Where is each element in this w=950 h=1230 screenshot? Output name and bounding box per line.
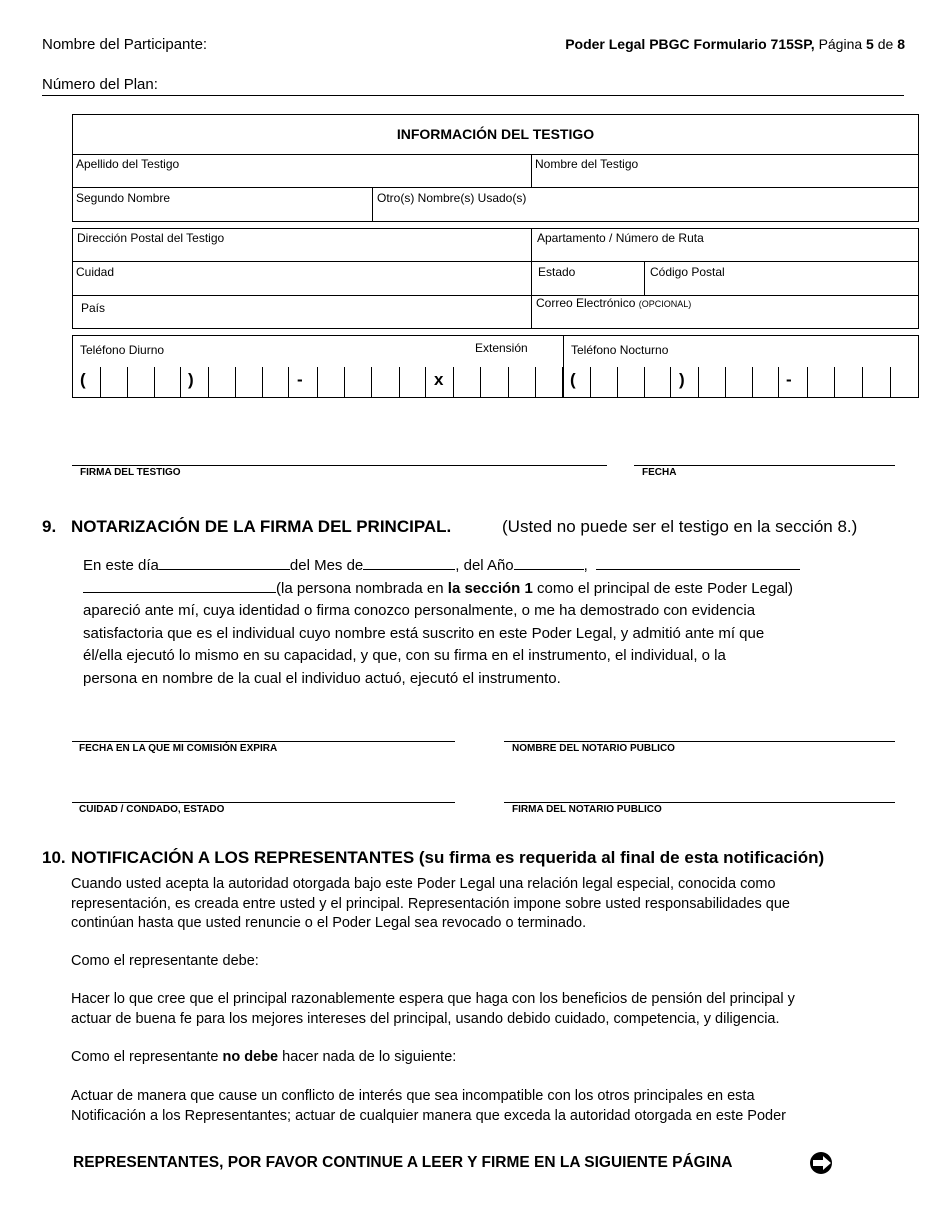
witness-city-field[interactable]: Cuidad xyxy=(76,265,115,279)
witness-date-label: FECHA xyxy=(642,467,677,478)
page-total: 8 xyxy=(897,36,905,52)
commission-expiry-line[interactable] xyxy=(72,741,455,742)
witness-state-field[interactable]: Estado xyxy=(538,265,576,279)
year-text: , del Año xyxy=(455,557,514,574)
witness-last-name-field[interactable]: Apellido del Testigo xyxy=(76,157,180,171)
participant-name-label: Nombre del Participante: xyxy=(42,36,208,53)
witness-signature-line[interactable] xyxy=(72,465,607,466)
commission-expiry-label: FECHA EN LA QUE MI COMISIÓN EXPIRA xyxy=(79,743,278,754)
continue-notice: REPRESENTANTES, POR FAVOR CONTINUE A LEER Y FIRME EN LA SIGUIENTE PÁGINA xyxy=(73,1154,733,1171)
notary-name-line[interactable] xyxy=(504,741,895,742)
notary-name-label: NOMBRE DEL NOTARIO PUBLICO xyxy=(512,743,675,754)
date-comma: , xyxy=(583,557,588,574)
line2-a: (la persona nombrada en xyxy=(276,580,444,597)
arrow-right-icon xyxy=(809,1151,835,1175)
line2-b: como el principal de este Poder Legal) xyxy=(537,580,793,597)
witness-other-names-field[interactable]: Otro(s) Nombre(s) Usado(s) xyxy=(377,191,527,205)
witness-section-title: INFORMACIÓN DEL TESTIGO xyxy=(396,126,595,142)
notary-text-line-4: satisfactoria que es el individual cuyo nombre está suscrito en este Poder Legal, y admitió ante mí que xyxy=(83,625,765,642)
section-10-number: 10. xyxy=(42,848,66,867)
witness-signature-label: FIRMA DEL TESTIGO xyxy=(80,467,181,478)
day-phone-prefix[interactable] xyxy=(208,367,289,398)
section-9-title: NOTARIZACIÓN DE LA FIRMA DEL PRINCIPAL. xyxy=(71,517,452,536)
day-phone-paren-close: ) xyxy=(188,370,194,389)
plan-number-label: Número del Plan: xyxy=(42,76,158,93)
month-text: del Mes de xyxy=(289,557,364,574)
witness-first-name-field[interactable]: Nombre del Testigo xyxy=(535,157,639,171)
principal-name-blank-1[interactable] xyxy=(596,555,800,570)
section-10-paragraph-3: Hacer lo que cree que el principal razonablemente espera que haga con los beneficios de pensión del principal y actuar de buena fe para los mejores intereses del principal, usando debido cuidado, competencia, y diligencia. xyxy=(71,991,795,1027)
section-10-paragraph-4: Como el representante no debe hacer nada de lo siguiente: xyxy=(71,1049,457,1065)
form-title: Poder Legal PBGC Formulario 715SP, xyxy=(565,36,815,52)
section-10-paragraph-2: Como el representante debe: xyxy=(71,953,259,969)
section-9-subtitle: (Usted no puede ser el testigo en la sección 8.) xyxy=(502,517,858,536)
day-phone-dash: - xyxy=(297,370,303,389)
email-label: Correo Electrónico xyxy=(536,296,636,310)
section-10-paragraph-5: Actuar de manera que cause un conflicto de interés que sea incompatible con los otros principales en esta Notificación a los Representantes; actuar de cualquier manera que exceda la autoridad otorgada en este Poder xyxy=(71,1088,786,1124)
night-phone-paren-close: ) xyxy=(679,370,685,389)
extension-label: Extensión xyxy=(475,341,528,355)
section-10-paragraph-1: Cuando usted acepta la autoridad otorgada bajo este Poder Legal una relación legal especial, conocida como representación, es creada entre usted y el principal. Representación impone sobre usted responsabilidades que continúan hasta que usted renuncie o el Poder Legal sea revocado o terminado. xyxy=(71,876,790,931)
day-phone-paren-open: ( xyxy=(80,370,86,389)
extension-x: x xyxy=(434,370,444,389)
page-word: Página xyxy=(818,36,863,52)
night-phone-paren-open: ( xyxy=(570,370,576,389)
email-optional-note: (OPCIONAL) xyxy=(638,299,692,309)
section-9-number: 9. xyxy=(42,517,57,536)
witness-mailing-address-field[interactable]: Dirección Postal del Testigo xyxy=(77,231,225,245)
night-phone-label: Teléfono Nocturno xyxy=(571,343,669,357)
notary-date-line xyxy=(83,555,800,578)
night-phone-dash: - xyxy=(786,370,792,389)
notary-text-line-5: él/ella ejecutó lo mismo en su capacidad, y que, con su firma en el instrumento, el individual, o la xyxy=(83,647,726,664)
page-of: de xyxy=(877,36,894,52)
witness-zip-field[interactable]: Código Postal xyxy=(650,265,725,279)
year-blank[interactable] xyxy=(514,555,584,570)
night-phone-prefix[interactable] xyxy=(698,367,779,398)
line2-bold: la sección 1 xyxy=(447,580,533,597)
month-blank[interactable] xyxy=(363,555,455,570)
notary-text-line-3: apareció ante mí, cuya identidad o firma conozco personalmente, o me ha demostrado con evidencia xyxy=(83,602,756,619)
page-current: 5 xyxy=(866,36,874,52)
notary-text-line-2 xyxy=(83,578,793,601)
witness-date-line[interactable] xyxy=(634,465,895,466)
day-text: En este día xyxy=(83,557,159,574)
section-10-title: NOTIFICACIÓN A LOS REPRESENTANTES (su firma es requerida al final de esta notificación) xyxy=(71,848,825,867)
notary-signature-line[interactable] xyxy=(504,802,895,803)
notary-text-line-6: persona en nombre de la cual el individuo actuó, ejecutó el instrumento. xyxy=(83,670,561,687)
day-phone-label: Teléfono Diurno xyxy=(80,343,165,357)
witness-apt-route-field[interactable]: Apartamento / Número de Ruta xyxy=(537,231,704,245)
night-phone-line[interactable] xyxy=(807,367,919,398)
witness-country-field[interactable]: País xyxy=(81,301,106,315)
principal-name-blank-2[interactable] xyxy=(83,578,276,593)
witness-middle-name-field[interactable]: Segundo Nombre xyxy=(76,191,171,205)
form-page-indicator xyxy=(565,36,905,52)
notary-signature-label: FIRMA DEL NOTARIO PUBLICO xyxy=(512,804,662,815)
day-phone-area-code[interactable] xyxy=(100,367,181,398)
city-county-state-label: CUIDAD / CONDADO, ESTADO xyxy=(79,804,225,815)
day-blank[interactable] xyxy=(159,555,290,570)
night-phone-area-code[interactable] xyxy=(590,367,671,398)
witness-email-field[interactable] xyxy=(536,296,691,310)
city-county-state-line[interactable] xyxy=(72,802,455,803)
header-rule xyxy=(42,95,904,96)
